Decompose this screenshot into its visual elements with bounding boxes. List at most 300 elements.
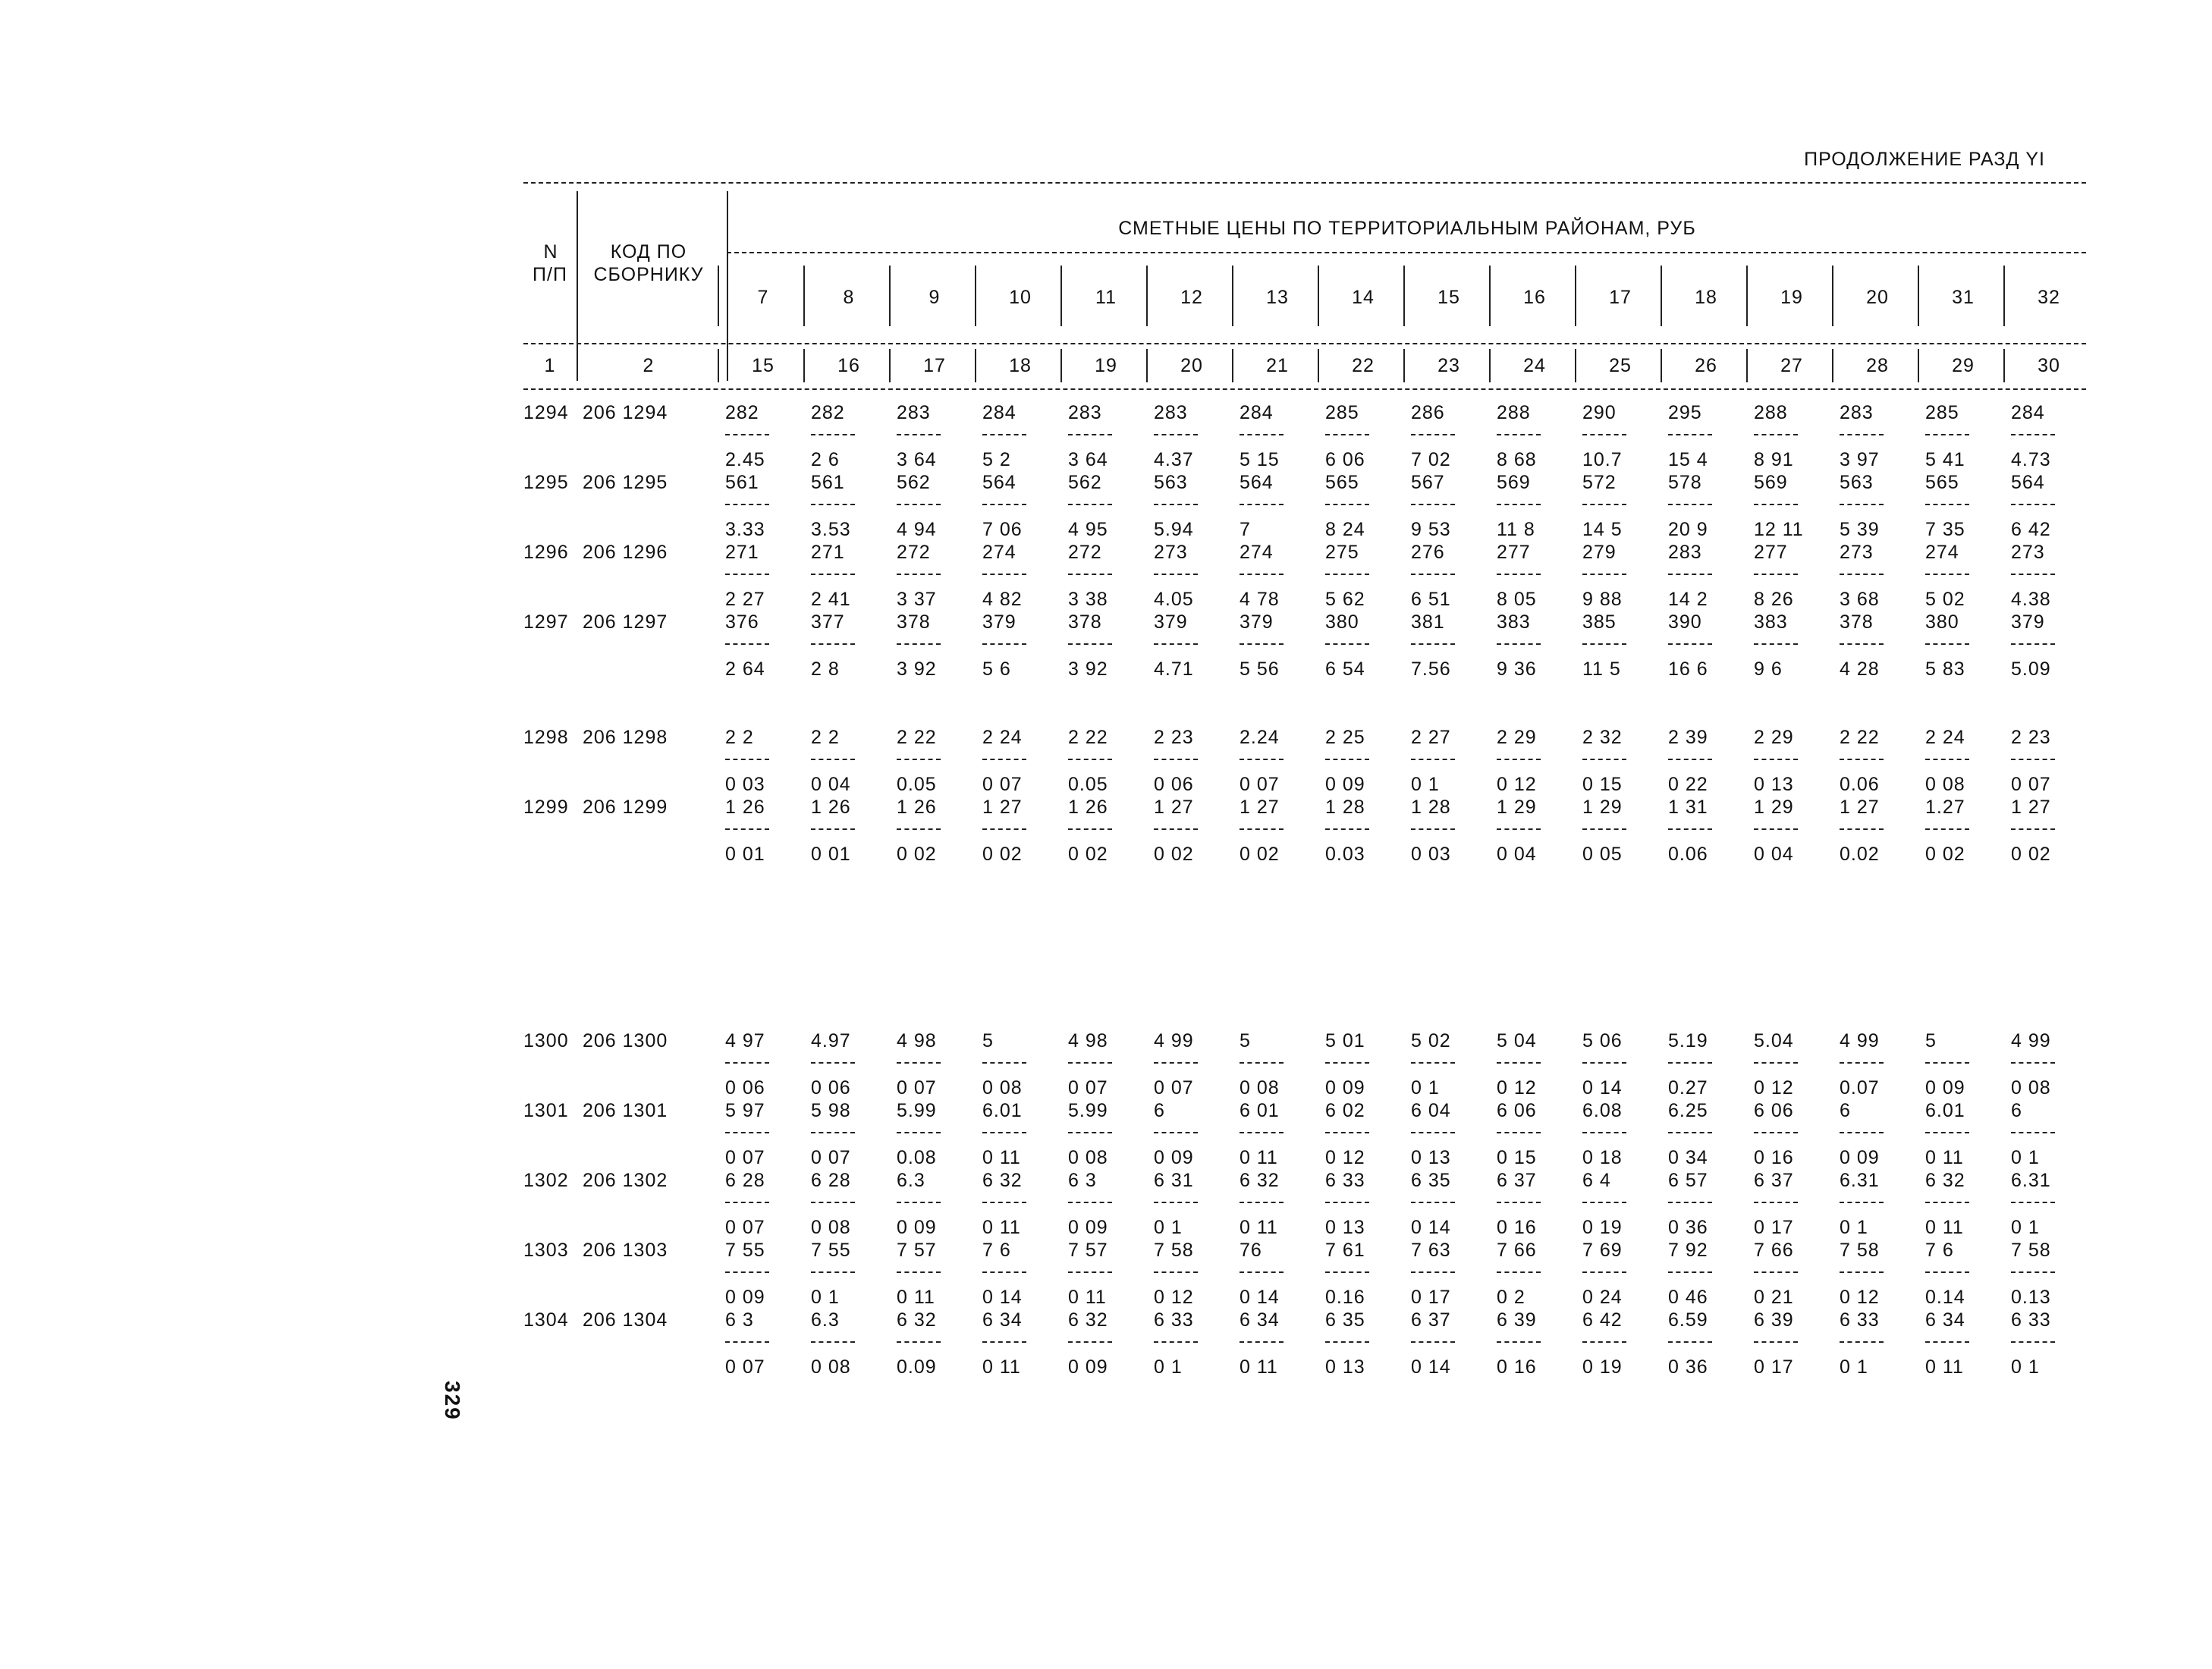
district-label: 8 [843,287,855,308]
group-title: СМЕТНЫЕ ЦЕНЫ ПО ТЕРРИТОРИАЛЬНЫМ РАЙОНАМ, РУБ [1118,218,1696,239]
price-subvalue: 0 07 [811,1147,851,1168]
fraction-rule [1154,504,1198,505]
price-subvalue: 0 15 [1582,774,1623,795]
price-subvalue: 0 11 [982,1356,1021,1378]
fraction-rule [811,1202,855,1203]
price-value: 2 2 [725,727,754,748]
price-value: 2 22 [897,727,937,748]
price-value: 381 [1411,611,1445,633]
price-subvalue: 5 56 [1240,658,1280,680]
fraction-rule [1754,643,1798,645]
fraction-rule [1411,828,1455,830]
price-value: 6 39 [1497,1309,1537,1331]
fraction-rule [1497,643,1541,645]
price-subvalue: 8 24 [1325,519,1365,540]
price-value: 6 32 [982,1170,1023,1191]
price-subvalue: 4 94 [897,519,937,540]
district-label: 9 [928,287,941,308]
price-value: 1 27 [982,797,1023,818]
fraction-rule [811,504,855,505]
price-value: 4 99 [1154,1030,1194,1051]
fraction-rule [1325,1341,1369,1343]
fraction-rule [1925,1271,1969,1273]
price-value: 377 [811,611,845,633]
fraction-rule [1068,1341,1112,1343]
fraction-rule [1754,1202,1798,1203]
row-code: 206 1303 [583,1240,668,1261]
price-value: 6 [2011,1100,2022,1121]
price-subvalue: 0 1 [1411,1077,1440,1099]
fraction-rule [1240,1341,1284,1343]
price-subvalue: 0 11 [1068,1287,1107,1308]
district-label: 15 [1437,287,1460,308]
price-subvalue: 14 2 [1668,589,1708,610]
price-subvalue: 5 6 [982,658,1011,680]
row-code: 206 1298 [583,727,668,748]
fraction-rule [1582,759,1626,760]
fraction-rule [811,1062,855,1064]
fraction-rule [1068,574,1112,575]
row-code: 206 1304 [583,1309,668,1331]
price-subvalue: 0 09 [1325,774,1365,795]
price-subvalue: 0 02 [897,844,937,865]
index-divider [2003,349,2005,382]
fraction-rule [1840,828,1884,830]
fraction-rule [1754,434,1798,435]
price-value: 1 26 [1068,797,1108,818]
price-subvalue: 3 64 [897,449,937,470]
price-value: 271 [725,542,759,563]
row-number: 1296 [523,542,569,563]
fraction-rule [1668,1271,1712,1273]
fraction-rule [982,759,1026,760]
price-subvalue: 0 07 [725,1147,765,1168]
index-divider [1575,349,1576,382]
price-value: 7 57 [897,1240,937,1261]
row-number: 1302 [523,1170,569,1191]
price-value: 6 3 [725,1309,754,1331]
price-subvalue: 14 5 [1582,519,1623,540]
price-subvalue: 2 6 [811,449,840,470]
price-subvalue: 7 02 [1411,449,1451,470]
price-subvalue: 0 16 [1497,1217,1537,1238]
price-subvalue: 2 41 [811,589,851,610]
fraction-rule [1068,1062,1112,1064]
price-subvalue: 0 06 [1154,774,1194,795]
row-code: 206 1297 [583,611,668,633]
price-subvalue: 0 13 [1325,1356,1365,1378]
fraction-rule [1154,574,1198,575]
price-subvalue: 0 11 [1925,1147,1964,1168]
price-value: 277 [1497,542,1531,563]
price-subvalue: 3 92 [1068,658,1108,680]
fraction-rule [1582,1132,1626,1133]
fraction-rule [1240,1202,1284,1203]
fraction-rule [725,643,769,645]
fraction-rule [1925,759,1969,760]
price-value: 286 [1411,402,1445,423]
index-divider [975,349,976,382]
price-subvalue: 0 03 [725,774,765,795]
price-value: 6 37 [1754,1170,1794,1191]
price-subvalue: 0 1 [1411,774,1440,795]
price-value: 6 04 [1411,1100,1451,1121]
price-value: 5 06 [1582,1030,1623,1051]
district-label: 14 [1352,287,1375,308]
fraction-rule [1325,504,1369,505]
price-subvalue: 11 5 [1582,658,1621,680]
price-value: 5 01 [1325,1030,1365,1051]
price-value: 6 28 [725,1170,765,1191]
price-value: 5.19 [1668,1030,1708,1051]
price-subvalue: 0 21 [1754,1287,1794,1308]
fraction-rule [725,504,769,505]
fraction-rule [1325,759,1369,760]
price-value: 1 27 [1240,797,1280,818]
price-subvalue: 3 38 [1068,589,1108,610]
price-subvalue: 0.03 [1325,844,1365,865]
price-subvalue: 0 13 [1754,774,1794,795]
fraction-rule [1582,434,1626,435]
price-subvalue: 0.05 [1068,774,1108,795]
fraction-rule [1497,1202,1541,1203]
index-label-left: 1 [544,355,556,376]
price-subvalue: 7 [1240,519,1251,540]
price-value: 283 [1668,542,1702,563]
header-n: N [543,241,558,262]
row-number: 1303 [523,1240,569,1261]
price-value: 572 [1582,472,1617,493]
price-value: 5 [1240,1030,1251,1051]
price-subvalue: 0 02 [2011,844,2051,865]
index-label: 28 [1866,355,1889,376]
fraction-rule [1668,643,1712,645]
fraction-rule [1411,1341,1455,1343]
fraction-rule [1925,434,1969,435]
price-subvalue: 0 07 [982,774,1023,795]
price-subvalue: 4 95 [1068,519,1108,540]
fraction-rule [1154,1202,1198,1203]
price-subvalue: 0 19 [1582,1356,1623,1378]
header-kod-line2: СБОРНИКУ [593,264,704,285]
row-code: 206 1299 [583,797,668,818]
price-value: 6.59 [1668,1309,1708,1331]
district-divider [1918,266,1919,326]
price-value: 282 [811,402,845,423]
fraction-rule [725,574,769,575]
price-value: 1 26 [897,797,937,818]
price-subvalue: 0 09 [1925,1077,1965,1099]
price-value: 2 24 [1925,727,1965,748]
price-subvalue: 0 11 [1925,1356,1964,1378]
fraction-rule [1325,1062,1369,1064]
price-subvalue: 2.45 [725,449,765,470]
index-label: 24 [1523,355,1546,376]
district-label: 10 [1009,287,1032,308]
price-value: 7 55 [811,1240,851,1261]
fraction-rule [1754,1271,1798,1273]
fraction-rule [1497,1062,1541,1064]
fraction-rule [1325,574,1369,575]
price-subvalue: 0 18 [1582,1147,1623,1168]
fraction-rule [1154,1271,1198,1273]
fraction-rule [982,1132,1026,1133]
fraction-rule [725,1062,769,1064]
price-subvalue: 0 11 [897,1287,935,1308]
fraction-rule [1497,1132,1541,1133]
price-subvalue: 0.08 [897,1147,937,1168]
price-value: 274 [982,542,1016,563]
price-value: 1.27 [1925,797,1965,818]
fraction-rule [1840,1132,1884,1133]
fraction-rule [982,1271,1026,1273]
fraction-rule [1411,1271,1455,1273]
price-value: 6 32 [1068,1309,1108,1331]
price-subvalue: 9 6 [1754,658,1783,680]
fraction-rule [1325,1132,1369,1133]
price-value: 6 28 [811,1170,851,1191]
fraction-rule [1582,504,1626,505]
price-subvalue: 0 05 [1582,844,1623,865]
district-divider [1146,266,1148,326]
price-value: 569 [1754,472,1788,493]
fraction-rule [1068,1202,1112,1203]
fraction-rule [811,434,855,435]
price-subvalue: 5.09 [2011,658,2051,680]
price-subvalue: 0 09 [1840,1147,1880,1168]
price-subvalue: 6 54 [1325,658,1365,680]
price-value: 561 [725,472,759,493]
district-label: 16 [1523,287,1546,308]
price-subvalue: 0 14 [1240,1287,1280,1308]
price-value: 569 [1497,472,1531,493]
price-subvalue: 7 06 [982,519,1023,540]
price-value: 283 [1154,402,1188,423]
fraction-rule [897,504,941,505]
price-subvalue: 5 02 [1925,589,1965,610]
price-subvalue: 8 91 [1754,449,1794,470]
price-subvalue: 4.38 [2011,589,2051,610]
index-label: 18 [1009,355,1032,376]
row-code: 206 1300 [583,1030,668,1051]
fraction-rule [1754,759,1798,760]
header-divider-n [577,191,578,381]
price-value: 277 [1754,542,1788,563]
price-subvalue: 4.37 [1154,449,1194,470]
district-label: 13 [1266,287,1289,308]
price-subvalue: 3 97 [1840,449,1880,470]
fraction-rule [1754,1132,1798,1133]
price-value: 380 [1325,611,1359,633]
index-divider [1403,349,1405,382]
price-value: 390 [1668,611,1702,633]
fraction-rule [1240,574,1284,575]
price-value: 5 [982,1030,994,1051]
price-value: 2 25 [1325,727,1365,748]
price-subvalue: 0.06 [1840,774,1880,795]
index-label: 15 [752,355,775,376]
row-code: 206 1296 [583,542,668,563]
price-value: 1 28 [1411,797,1451,818]
index-divider [1232,349,1233,382]
price-subvalue: 0 2 [1497,1287,1525,1308]
fraction-rule [1668,574,1712,575]
price-subvalue: 0 07 [1068,1077,1108,1099]
price-subvalue: 0 08 [1068,1147,1108,1168]
price-value: 383 [1754,611,1788,633]
fraction-rule [1668,1062,1712,1064]
price-subvalue: 8 05 [1497,589,1537,610]
price-subvalue: 3 64 [1068,449,1108,470]
price-subvalue: 0 03 [1411,844,1451,865]
fraction-rule [1582,1202,1626,1203]
fraction-rule [1411,643,1455,645]
price-value: 1 29 [1582,797,1623,818]
price-value: 288 [1497,402,1531,423]
price-subvalue: 0 19 [1582,1217,1623,1238]
fraction-rule [1668,504,1712,505]
price-value: 7 66 [1497,1240,1537,1261]
fraction-rule [725,1341,769,1343]
price-subvalue: 4 82 [982,589,1023,610]
price-value: 7 6 [982,1240,1011,1261]
index-divider [718,349,719,382]
section-title: ПРОДОЛЖЕНИЕ РАЗД YI [1804,149,2045,170]
index-label: 30 [2038,355,2060,376]
price-value: 6.25 [1668,1100,1708,1121]
price-subvalue: 0 1 [2011,1147,2040,1168]
price-subvalue: 10.7 [1582,449,1623,470]
price-subvalue: 0 07 [725,1217,765,1238]
fraction-rule [725,828,769,830]
district-divider [1318,266,1319,326]
fraction-rule [1925,1132,1969,1133]
price-value: 4 98 [1068,1030,1108,1051]
price-subvalue: 0.16 [1325,1287,1365,1308]
fraction-rule [2011,574,2055,575]
fraction-rule [1668,1202,1712,1203]
price-value: 271 [811,542,845,563]
row-number: 1297 [523,611,569,633]
fraction-rule [982,574,1026,575]
price-value: 6 37 [1411,1309,1451,1331]
price-value: 5.99 [897,1100,937,1121]
index-label: 19 [1095,355,1117,376]
price-value: 378 [1068,611,1102,633]
price-value: 2 2 [811,727,840,748]
price-value: 5 98 [811,1100,851,1121]
price-subvalue: 0 08 [811,1217,851,1238]
price-subvalue: 0 17 [1754,1356,1794,1378]
price-value: 379 [2011,611,2045,633]
index-label: 29 [1952,355,1975,376]
fraction-rule [1154,434,1198,435]
fraction-rule [1240,434,1284,435]
price-value: 6.01 [1925,1100,1965,1121]
price-value: 284 [2011,402,2045,423]
fraction-rule [1240,1271,1284,1273]
price-subvalue: 0 12 [1754,1077,1794,1099]
price-value: 274 [1240,542,1274,563]
fraction-rule [1154,828,1198,830]
district-divider [1575,266,1576,326]
price-subvalue: 0 14 [1582,1077,1623,1099]
price-subvalue: 0 11 [1240,1217,1278,1238]
price-subvalue: 3.53 [811,519,851,540]
price-subvalue: 9 53 [1411,519,1451,540]
price-subvalue: 0 17 [1754,1217,1794,1238]
price-value: 6 33 [1325,1170,1365,1191]
price-subvalue: 5 15 [1240,449,1280,470]
price-subvalue: 4 28 [1840,658,1880,680]
row-number: 1300 [523,1030,569,1051]
district-label: 12 [1180,287,1203,308]
price-subvalue: 0 02 [1154,844,1194,865]
row-code: 206 1301 [583,1100,668,1121]
group-title-rule [727,252,2086,253]
price-value: 1 29 [1497,797,1537,818]
fraction-rule [811,828,855,830]
price-value: 76 [1240,1240,1262,1261]
price-subvalue: 9 36 [1497,658,1537,680]
fraction-rule [2011,1062,2055,1064]
district-label: 32 [2038,287,2060,308]
price-value: 385 [1582,611,1617,633]
fraction-rule [1754,828,1798,830]
district-divider [1060,266,1062,326]
fraction-rule [1754,1062,1798,1064]
fraction-rule [2011,1202,2055,1203]
price-value: 4 99 [2011,1030,2051,1051]
fraction-rule [1840,759,1884,760]
price-value: 6 32 [1240,1170,1280,1191]
price-value: 2 27 [1411,727,1451,748]
header-bottom-rule [523,388,2086,390]
price-subvalue: 0 36 [1668,1217,1708,1238]
fraction-rule [1068,1132,1112,1133]
price-subvalue: 2 64 [725,658,765,680]
price-value: 7 61 [1325,1240,1365,1261]
price-subvalue: 0 34 [1668,1147,1708,1168]
price-subvalue: 5 2 [982,449,1011,470]
index-label: 25 [1609,355,1632,376]
price-value: 6 [1154,1100,1165,1121]
index-label: 26 [1695,355,1717,376]
row-number: 1298 [523,727,569,748]
fraction-rule [1240,1132,1284,1133]
fraction-rule [1068,643,1112,645]
price-value: 6 32 [1925,1170,1965,1191]
fraction-rule [1068,504,1112,505]
price-subvalue: 0 09 [1325,1077,1365,1099]
fraction-rule [2011,434,2055,435]
price-subvalue: 0 11 [982,1147,1021,1168]
price-value: 6 34 [982,1309,1023,1331]
price-subvalue: 5 62 [1325,589,1365,610]
fraction-rule [1754,574,1798,575]
fraction-rule [1240,759,1284,760]
price-value: 6 02 [1325,1100,1365,1121]
fraction-rule [1411,1202,1455,1203]
fraction-rule [1411,1062,1455,1064]
price-value: 6 35 [1411,1170,1451,1191]
price-subvalue: 0 1 [1154,1356,1183,1378]
price-value: 4 97 [725,1030,765,1051]
fraction-rule [1068,828,1112,830]
fraction-rule [1582,828,1626,830]
price-value: 7 63 [1411,1240,1451,1261]
price-subvalue: 0 02 [1925,844,1965,865]
